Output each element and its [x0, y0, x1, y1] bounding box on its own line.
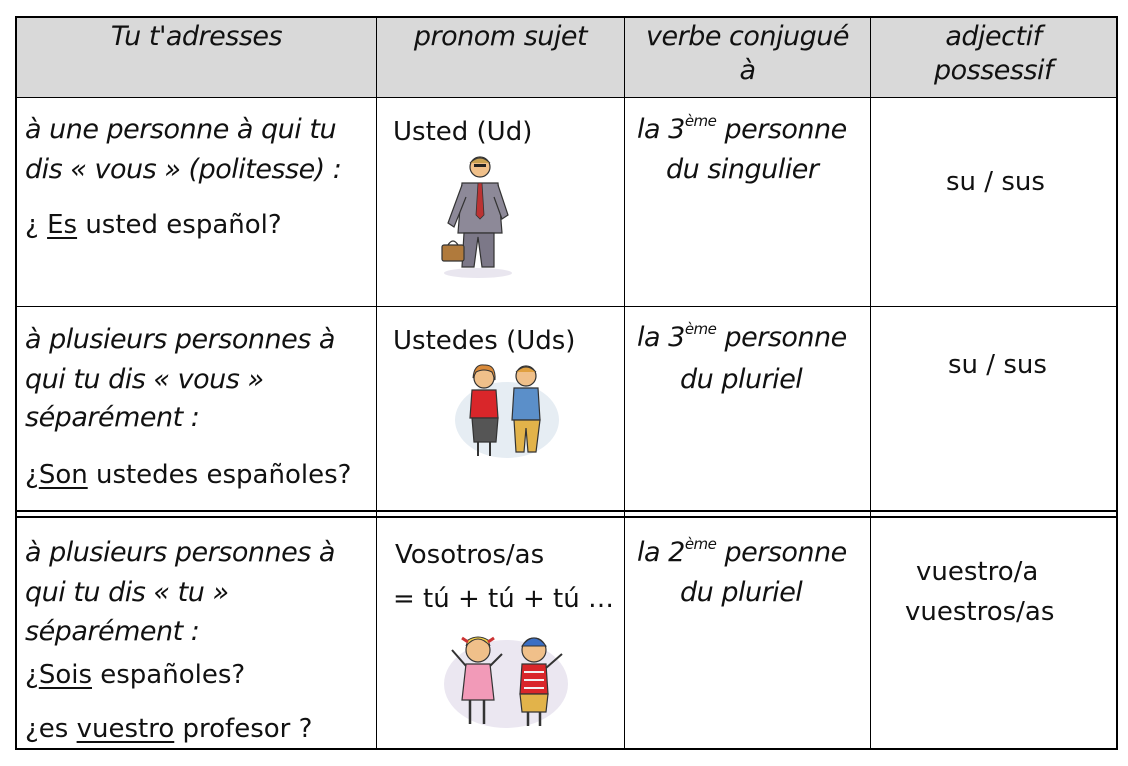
row2-example-verb: Son	[38, 460, 88, 490]
row2-verb-line1	[637, 318, 847, 358]
row3-example1	[25, 660, 245, 690]
header-possessive-line2: possessif	[933, 55, 1054, 86]
row3-verb-post: personne	[716, 537, 847, 568]
row1-pronoun: Usted (Ud)	[393, 117, 533, 147]
row2-address-line2: qui tu dis « vous »	[25, 364, 264, 395]
row1-verb-prefix: la 3	[637, 114, 685, 145]
col-divider-1	[376, 16, 377, 750]
header-verb-line2: à	[739, 55, 756, 86]
header-pronoun-label: pronom sujet	[413, 21, 588, 52]
row1-verb-sup: ème	[684, 112, 717, 130]
header-col-pronoun	[377, 20, 624, 96]
row3-possessive-line2: vuestros/as	[905, 597, 1055, 627]
row3-example-pre: ¿	[25, 660, 39, 690]
row3-address-line2: qui tu dis « tu »	[25, 577, 229, 608]
header-col-address	[17, 20, 376, 96]
row3-pronoun: Vosotros/as	[395, 540, 545, 570]
table-border-left	[15, 16, 17, 750]
col-divider-2	[624, 16, 625, 750]
two-kids-illustration	[440, 628, 572, 737]
row3-example-post: españoles?	[92, 660, 246, 690]
row3-address-line1: à plusieurs personnes à	[25, 537, 335, 568]
row2-verb-sup: ème	[684, 320, 717, 338]
header-col-possessive	[871, 20, 1116, 96]
row2-address-line1: à plusieurs personnes à	[25, 324, 335, 355]
row2-possessive: su / sus	[948, 350, 1047, 380]
row3-example2	[25, 714, 312, 744]
row1-example	[25, 210, 282, 240]
row3-verb-line2: du pluriel	[680, 577, 803, 608]
businessman-illustration	[428, 153, 520, 284]
row-divider-header	[15, 97, 1118, 98]
table-border-bottom	[15, 748, 1118, 750]
row2-verb-prefix: la 3	[637, 322, 685, 353]
row2-address-line3: séparément :	[25, 402, 200, 433]
row3-verb-line1	[637, 533, 847, 573]
col-divider-3	[870, 16, 871, 750]
table-border-top	[15, 16, 1118, 18]
row3-verb-sup: ème	[684, 535, 717, 553]
row3-pronoun-line2: = tú + tú + tú …	[393, 584, 614, 614]
row-divider-2b	[15, 516, 1118, 518]
row1-address-line2: dis « vous » (politesse) :	[25, 154, 342, 185]
two-adults-illustration	[452, 360, 562, 465]
row3-address-line3: séparément :	[25, 616, 200, 647]
row-divider-2a	[15, 510, 1118, 512]
row2-example-pre: ¿	[25, 460, 39, 490]
row2-example	[25, 460, 351, 490]
row3-possessive-line1: vuestro/a	[916, 557, 1039, 587]
header-possessive-line1: adjectif	[945, 21, 1042, 52]
row2-pronoun: Ustedes (Uds)	[393, 326, 576, 356]
row1-example-verb: Es	[47, 210, 78, 240]
row3-example2-post: profesor ?	[174, 714, 313, 744]
header-address-label: Tu t'adresses	[110, 21, 283, 52]
header-col-verb	[625, 20, 870, 96]
header-verb-line1: verbe conjugué	[646, 21, 849, 52]
row3-example2-word: vuestro	[76, 714, 175, 744]
row3-example2-pre: ¿es	[25, 714, 77, 744]
row2-verb-post: personne	[716, 322, 847, 353]
row1-possessive: su / sus	[946, 167, 1045, 197]
row1-verb-post: personne	[716, 114, 847, 145]
row1-example-pre: ¿	[25, 210, 48, 240]
row2-example-post: ustedes españoles?	[87, 460, 352, 490]
row-divider-1	[15, 306, 1118, 307]
table-border-right	[1116, 16, 1118, 750]
row1-verb-line2: du singulier	[666, 154, 819, 185]
row3-example-verb: Sois	[38, 660, 92, 690]
row3-verb-prefix: la 2	[637, 537, 685, 568]
row1-example-post: usted español?	[77, 210, 282, 240]
row2-verb-line2: du pluriel	[680, 364, 803, 395]
row1-address-line1: à une personne à qui tu	[25, 114, 337, 145]
row1-verb-line1	[637, 110, 847, 150]
